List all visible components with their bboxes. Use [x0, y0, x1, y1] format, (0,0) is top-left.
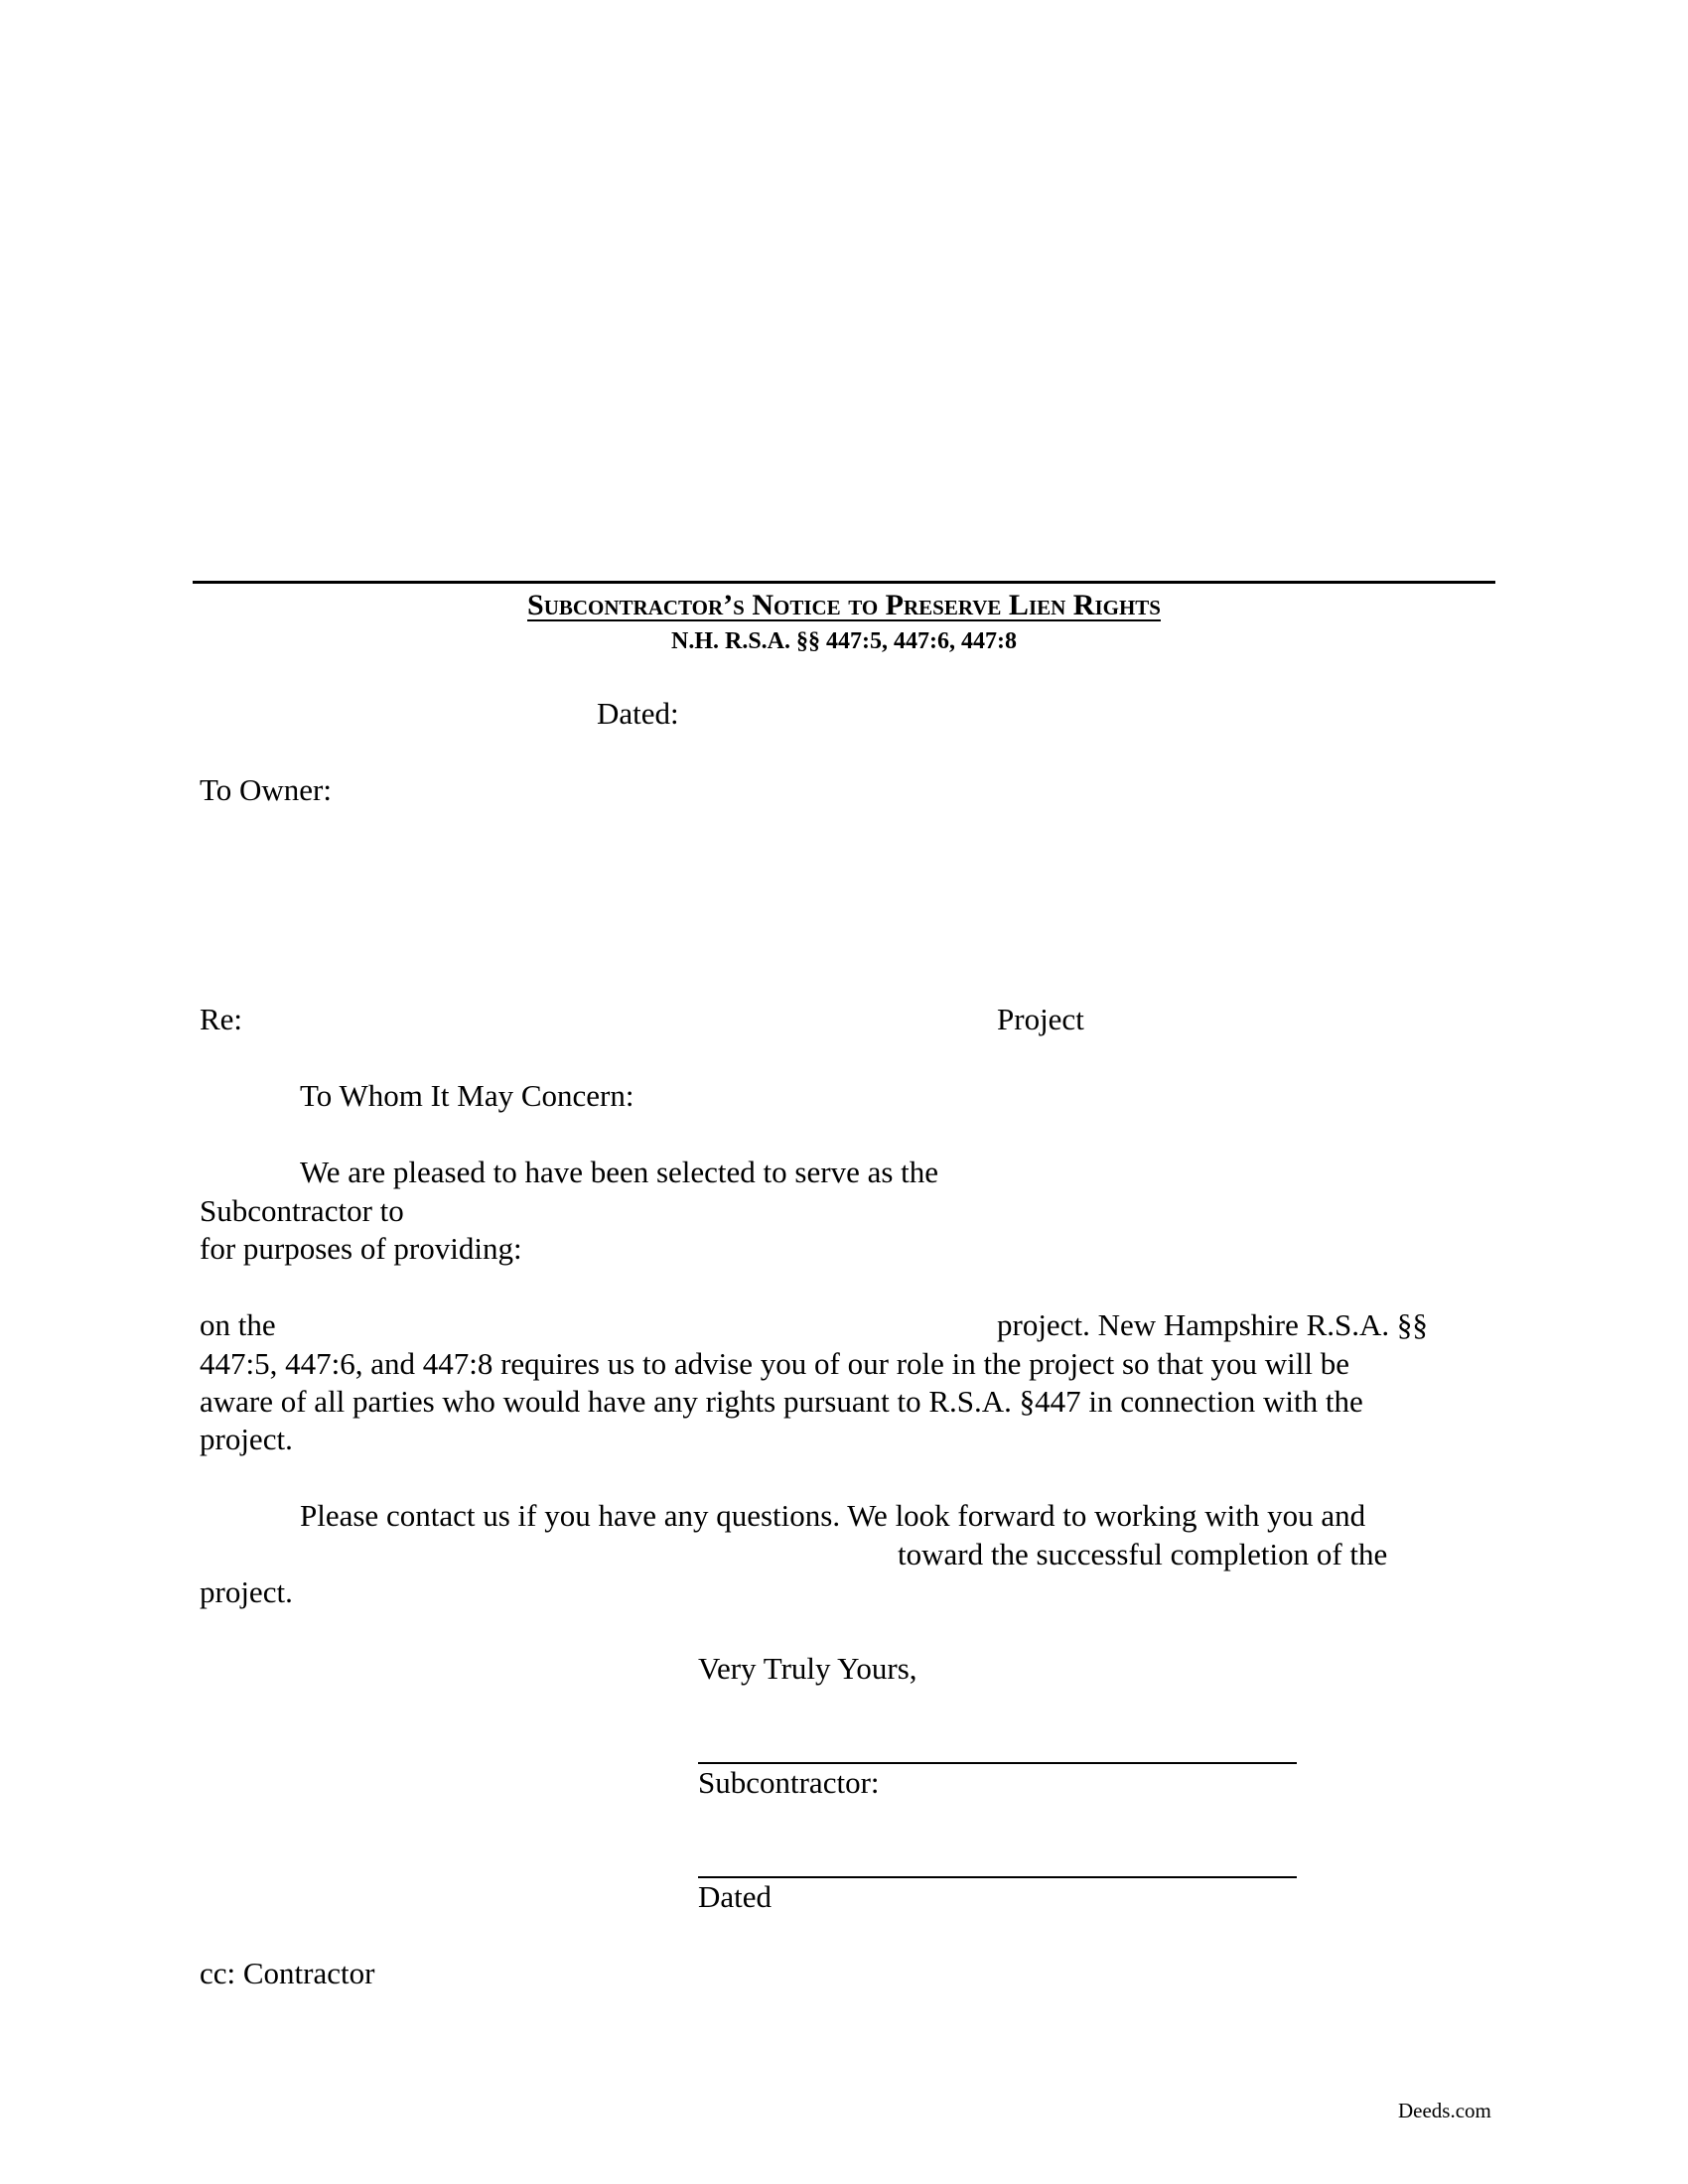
to-owner-label: To Owner: [200, 772, 332, 807]
paragraph-1-line-3: for purposes of providing: [200, 1231, 522, 1266]
paragraph-3-line-3: project. [200, 1574, 293, 1609]
subcontractor-signature-label: Subcontractor: [698, 1765, 880, 1800]
footer-brand: Deeds.com [1398, 2099, 1491, 2122]
top-rule [193, 581, 1495, 584]
paragraph-2-line-1-start: on the [200, 1307, 276, 1342]
paragraph-1-line-2: Subcontractor to [200, 1193, 404, 1228]
document-title: Subcontractor’s Notice to Preserve Lien Rights [527, 589, 1161, 621]
paragraph-3-line-2: toward the successful completion of the [898, 1537, 1388, 1571]
closing: Very Truly Yours, [698, 1651, 917, 1686]
signature-dated-label: Dated [698, 1879, 773, 1914]
paragraph-3-line-1: Please contact us if you have any questions. We look forward to working with you and [300, 1498, 1366, 1533]
statute-reference: N.H. R.S.A. §§ 447:5, 447:6, 447:8 [671, 628, 1017, 654]
paragraph-2-line-4: project. [200, 1422, 293, 1456]
cc-line: cc: Contractor [200, 1956, 375, 1990]
paragraph-2-line-1-end: project. New Hampshire R.S.A. §§ [997, 1307, 1428, 1342]
dated-label: Dated: [597, 696, 679, 731]
signature-date-line [698, 1876, 1297, 1878]
paragraph-2-line-2: 447:5, 447:6, and 447:8 requires us to advise you of our role in the project so that you will be [200, 1346, 1349, 1381]
paragraph-2-line-3: aware of all parties who would have any rights pursuant to R.S.A. §447 in connection with the [200, 1384, 1363, 1419]
paragraph-1-line-1: We are pleased to have been selected to serve as the [300, 1155, 939, 1189]
re-label: Re: [200, 1002, 243, 1036]
project-label: Project [997, 1002, 1084, 1036]
salutation: To Whom It May Concern: [300, 1078, 634, 1113]
